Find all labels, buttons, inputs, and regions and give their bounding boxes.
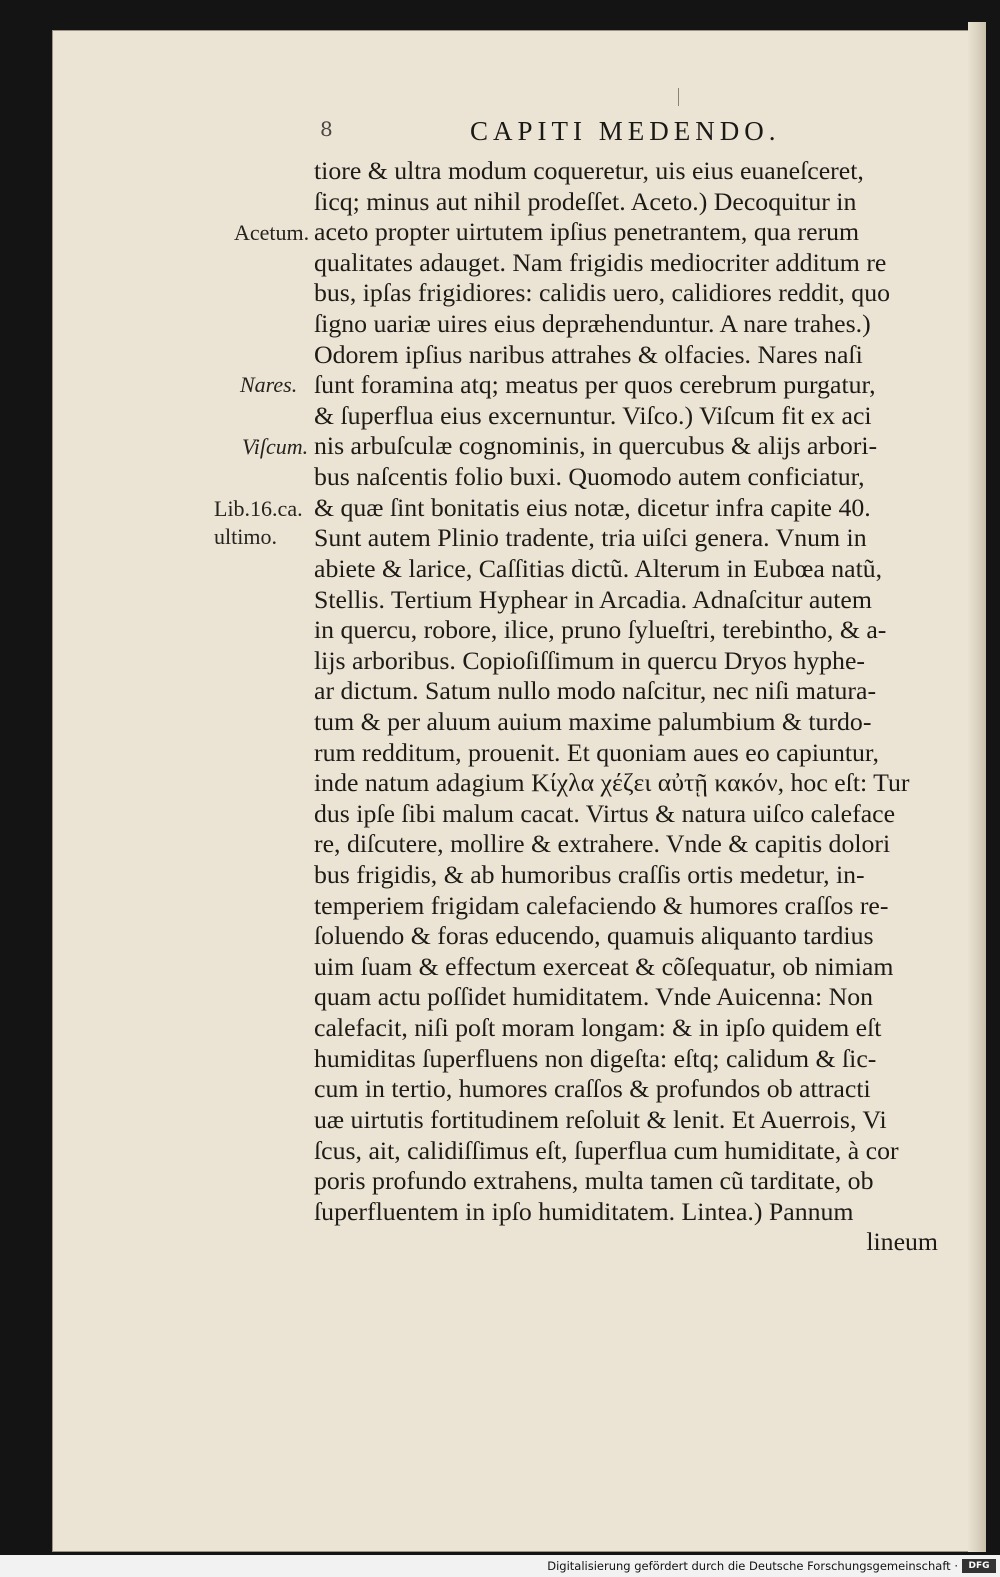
page-edge (968, 22, 986, 1552)
text-line: dus ipſe ſibi malum cacat. Virtus & natura uiſco caleface (314, 798, 896, 828)
text-line: ſunt foramina atq; meatus per quos cerebrum purgatur, (314, 370, 876, 400)
text-line: nis arbuſculæ cognominis, in quercubus & alijs arbori- (314, 431, 878, 461)
running-head: CAPITI MEDENDO. (470, 116, 781, 146)
footer-bar (0, 1555, 1000, 1577)
text-line: bus frigidis, & ab humoribus craſſis ortis medetur, in- (314, 860, 865, 890)
margin-note-ultimo: ultimo. (214, 524, 277, 549)
text-line: calefacit, niſi poſt moram longam: & in ipſo quidem eſt (314, 1013, 882, 1043)
text-line: ſoluendo & foras educendo, quamuis aliquanto tardius (314, 921, 874, 951)
text-line: aceto propter uirtutem ipſius penetrantem, qua rerum (314, 217, 860, 247)
text-line: ar dictum. Satum nullo modo naſcitur, nec niſi matura- (314, 676, 877, 706)
text-line: & ſuperflua eius excernuntur. Viſco.) Viſcum fit ex aci (314, 400, 872, 430)
text-line: temperiem frigidam calefaciendo & humores craſſos re- (314, 890, 889, 920)
margin-note-viscum: Viſcum. (242, 434, 309, 459)
text-line: Sunt autem Plinio tradente, tria uiſci genera. Vnum in (314, 523, 867, 553)
text-line: ſuperfluentem in ipſo humiditatem. Lintea.) Pannum (314, 1196, 854, 1226)
text-line: tiore & ultra modum coqueretur, uis eius euaneſceret, (314, 156, 864, 185)
text-line: bus naſcentis folio buxi. Quomodo autem conficiatur, (314, 462, 865, 492)
margin-note-acetum: Acetum. (234, 220, 310, 245)
folio-number: 8 (320, 117, 333, 141)
text-line: rum redditum, prouenit. Et quoniam aues eo capiuntur, (314, 737, 879, 767)
text-line: uim ſuam & effectum exerceat & cõſequatur, ob nimiam (314, 951, 894, 981)
margin-note-nares: Nares. (240, 372, 298, 397)
text-line: & quæ ſint bonitatis eius notæ, dicetur infra capite 40. (314, 492, 871, 522)
text-line: lijs arboribus. Copioſiſſimum in quercu Dryos hyphe- (314, 645, 865, 675)
gutter-mark (678, 88, 679, 106)
text-line: Odorem ipſius naribus attrahes & olfacies. Nares naſi (314, 339, 863, 369)
catchword: lineum (866, 1227, 938, 1257)
text-line: inde natum adagium Κίχλα χέζει αὐτῇ κακόν, hoc eſt: Tur (314, 768, 910, 798)
text-line: uæ uirtutis fortitudinem reſoluit & lenit. Et Auerrois, Vi (314, 1104, 887, 1134)
body-text (314, 156, 958, 1258)
text-line: Stellis. Tertium Hyphear in Arcadia. Adnaſcitur autem (314, 584, 872, 614)
text-line: in quercu, robore, ilice, pruno ſylueſtri, terebintho, & a- (314, 615, 887, 645)
text-line: ſicq; minus aut nihil prodeſſet. Aceto.) Decoquitur in (314, 186, 857, 216)
text-line: humiditas ſuperfluens non digeſta: eſtq; calidum & ſic- (314, 1043, 877, 1073)
text-line: bus, ipſas frigidiores: calidis uero, calidiores reddit, quo (314, 278, 890, 308)
text-line: tum & per aluum auium maxime palumbium & turdo- (314, 706, 872, 736)
text-line: cum in tertio, humores craſſos & profundos ob attracti (314, 1074, 871, 1104)
text-line: poris profundo extrahens, multa tamen cũ tarditate, ob (314, 1166, 874, 1196)
text-line: quam actu poſſidet humiditatem. Vnde Auicenna: Non (314, 982, 874, 1012)
text-line: abiete & larice, Caſſitias dictũ. Alterum in Eubœa natũ, (314, 553, 883, 583)
dfg-logo-icon: DFG (962, 1559, 996, 1573)
text-line: ſigno uariæ uires eius depræhenduntur. A nare trahes.) (314, 309, 871, 339)
footer-credit: Digitalisierung gefördert durch die Deutsche Forschungsgemeinschaft · (547, 1559, 958, 1573)
text-line: qualitates adauget. Nam frigidis mediocriter additum re (314, 247, 887, 277)
text-line: re, diſcutere, mollire & extrahere. Vnde & capitis dolori (314, 829, 891, 859)
margin-note-lib: Lib.16.ca. (214, 496, 303, 521)
text-line: ſcus, ait, calidiſſimus eſt, ſuperflua cum humiditate, à cor (314, 1135, 899, 1165)
